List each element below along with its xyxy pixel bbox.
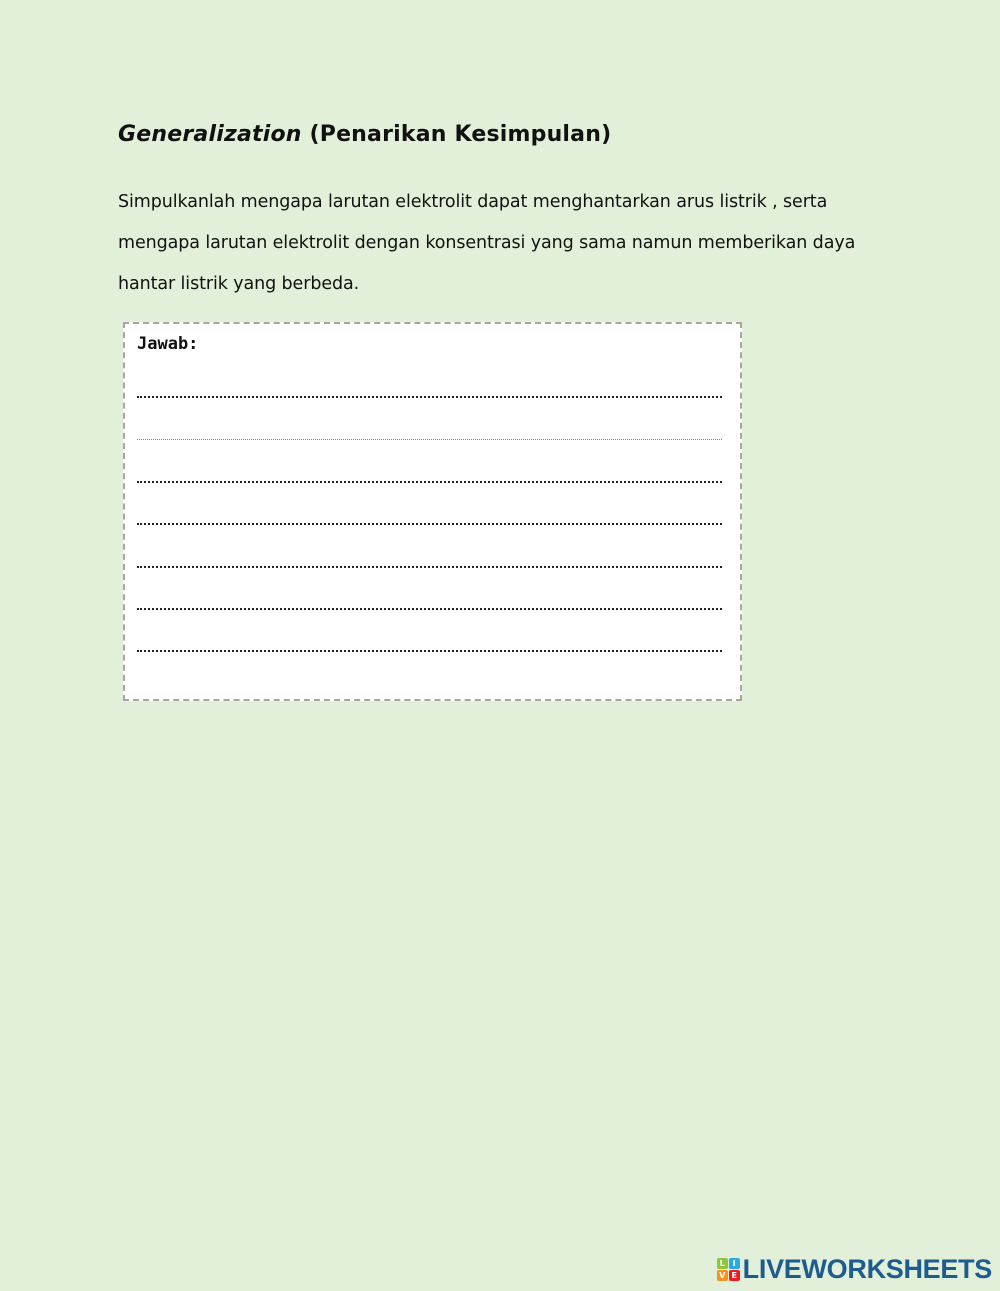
answer-line-7[interactable]	[137, 650, 722, 652]
answer-line-3[interactable]	[137, 481, 722, 483]
liveworksheets-brand	[717, 1254, 992, 1285]
answer-line-5[interactable]	[137, 566, 722, 568]
logo-cell-v: V	[717, 1270, 728, 1281]
answer-line-1[interactable]	[137, 396, 722, 398]
answer-label: Jawab:	[137, 334, 199, 354]
logo-cell-e: E	[729, 1270, 740, 1281]
answer-line-4[interactable]	[137, 523, 722, 525]
logo-cell-l: L	[717, 1258, 728, 1269]
title-subtitle-part: (Penarikan Kesimpulan)	[309, 122, 612, 147]
instruction-text: Simpulkanlah mengapa larutan elektrolit dapat menghantarkan arus listrik , serta mengapa larutan elektrolit dengan konsentrasi yang sama namun memberikan daya hantar listrik yang berbeda.	[118, 192, 856, 294]
title-italic-part: Generalization	[118, 122, 302, 147]
brand-text: LIVEWORKSHEETS	[742, 1254, 992, 1284]
page-title	[118, 122, 611, 147]
liveworksheets-logo-icon	[717, 1258, 740, 1281]
answer-box[interactable]	[123, 322, 742, 701]
answer-line-2[interactable]	[137, 439, 722, 440]
answer-line-6[interactable]	[137, 608, 722, 610]
logo-cell-i: I	[729, 1258, 740, 1269]
